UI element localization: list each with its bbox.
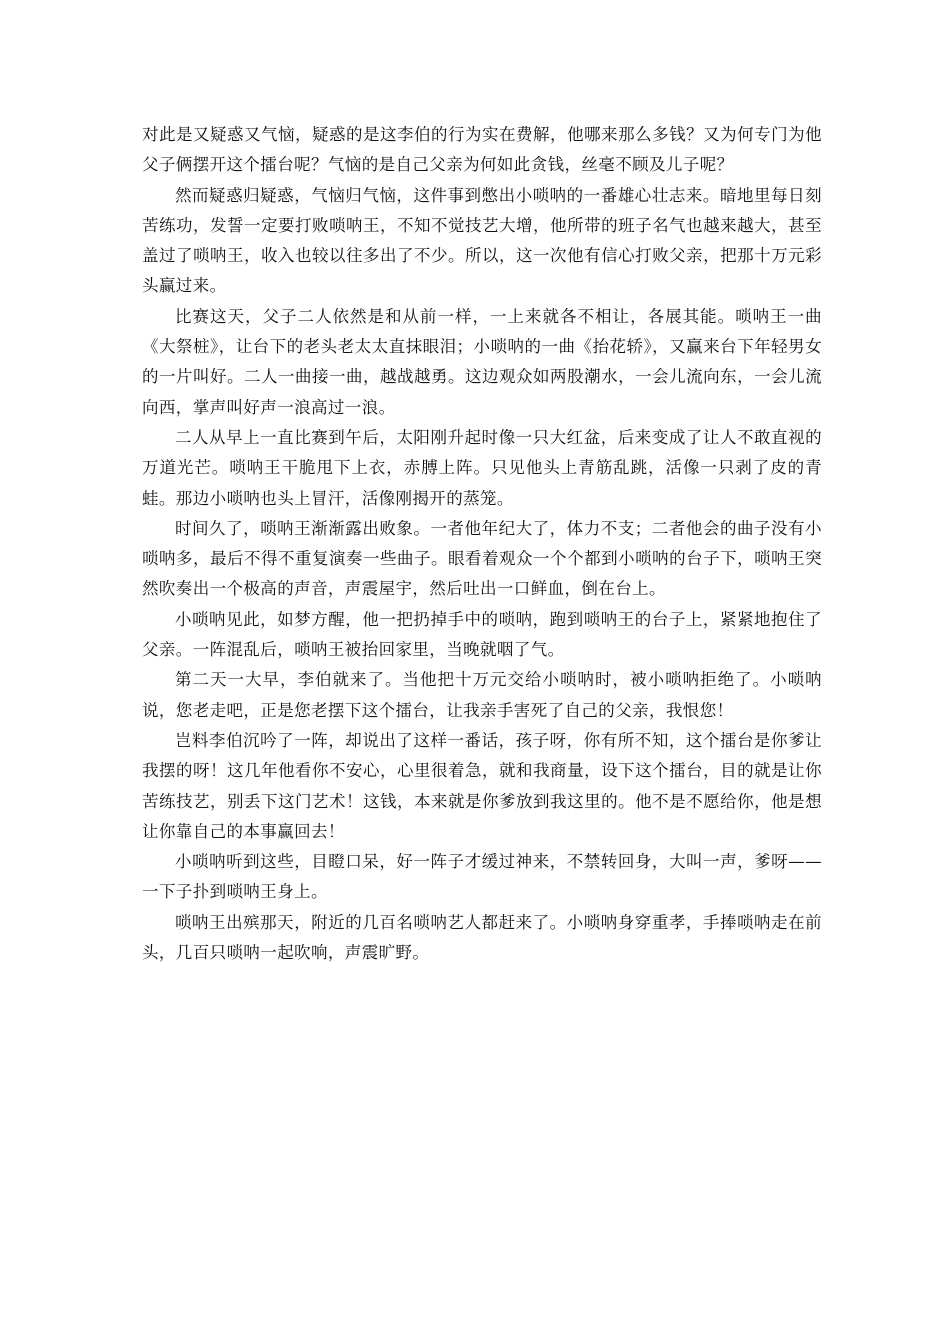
paragraph: 二人从早上一直比赛到午后，太阳刚升起时像一只大红盆，后来变成了让人不敢直视的万道光芒。唢呐王干脆甩下上衣，赤膊上阵。只见他头上青筋乱跳，活像一只剥了皮的青蛙。那边小唢呐也头上冒汗，活像刚揭开的蒸笼。 xyxy=(142,427,822,508)
paragraph: 第二天一大早，李伯就来了。当他把十万元交给小唢呐时，被小唢呐拒绝了。小唢呐说，您老走吧，正是您老摆下这个擂台，让我亲手害死了自己的父亲，我恨您！ xyxy=(142,670,822,720)
paragraph: 唢呐王出殡那天，附近的几百名唢呐艺人都赶来了。小唢呐身穿重孝，手捧唢呐走在前头，几百只唢呐一起吹响，声震旷野。 xyxy=(142,912,822,963)
paragraph: 比赛这天，父子二人依然是和从前一样，一上来就各不相让，各展其能。唢呐王一曲《大祭桩》，让台下的老头老太太直抹眼泪；小唢呐的一曲《抬花轿》，又赢来台下年轻男女的一片叫好。二人一曲接一曲，越战越勇。这边观众如两股潮水，一会儿流向东，一会儿流向西，掌声叫好声一浪高过一浪。 xyxy=(142,306,822,417)
paragraph: 然而疑惑归疑惑，气恼归气恼，这件事到憋出小唢呐的一番雄心壮志来。暗地里每日刻苦练功，发誓一定要打败唢呐王，不知不觉技艺大增，他所带的班子名气也越来越大，甚至盖过了唢呐王，收入也较以往多出了不少。所以，这一次他有信心打败父亲，把那十万元彩头赢过来。 xyxy=(142,185,822,296)
paragraph: 岂料李伯沉吟了一阵，却说出了这样一番话，孩子呀，你有所不知，这个擂台是你爹让我摆的呀！这几年他看你不安心，心里很着急，就和我商量，设下这个擂台，目的就是让你苦练技艺，别丢下这门艺术！这钱，本来就是你爹放到我这里的。他不是不愿给你，他是想让你靠自己的本事赢回去！ xyxy=(142,730,822,841)
document-body xyxy=(142,120,822,968)
paragraph-continued: 对此是又疑惑又气恼，疑惑的是这李伯的行为实在费解，他哪来那么多钱？又为何专门为他父子俩摆开这个擂台呢？气恼的是自己父亲为何如此贪钱，丝毫不顾及儿子呢？ xyxy=(142,125,822,175)
paragraph: 小唢呐听到这些，目瞪口呆，好一阵子才缓过神来，不禁转回身，大叫一声，爹呀——一下子扑到唢呐王身上。 xyxy=(142,852,822,902)
paragraph: 时间久了，唢呐王渐渐露出败象。一者他年纪大了，体力不支；二者他会的曲子没有小唢呐多，最后不得不重复演奏一些曲子。眼看着观众一个个都到小唢呐的台子下，唢呐王突然吹奏出一个极高的声音，声震屋宇，然后吐出一口鲜血，倒在台上。 xyxy=(142,518,822,599)
paragraph: 小唢呐见此，如梦方醒，他一把扔掉手中的唢呐，跑到唢呐王的台子上，紧紧地抱住了父亲。一阵混乱后，唢呐王被抬回家里，当晚就咽了气。 xyxy=(142,609,822,660)
